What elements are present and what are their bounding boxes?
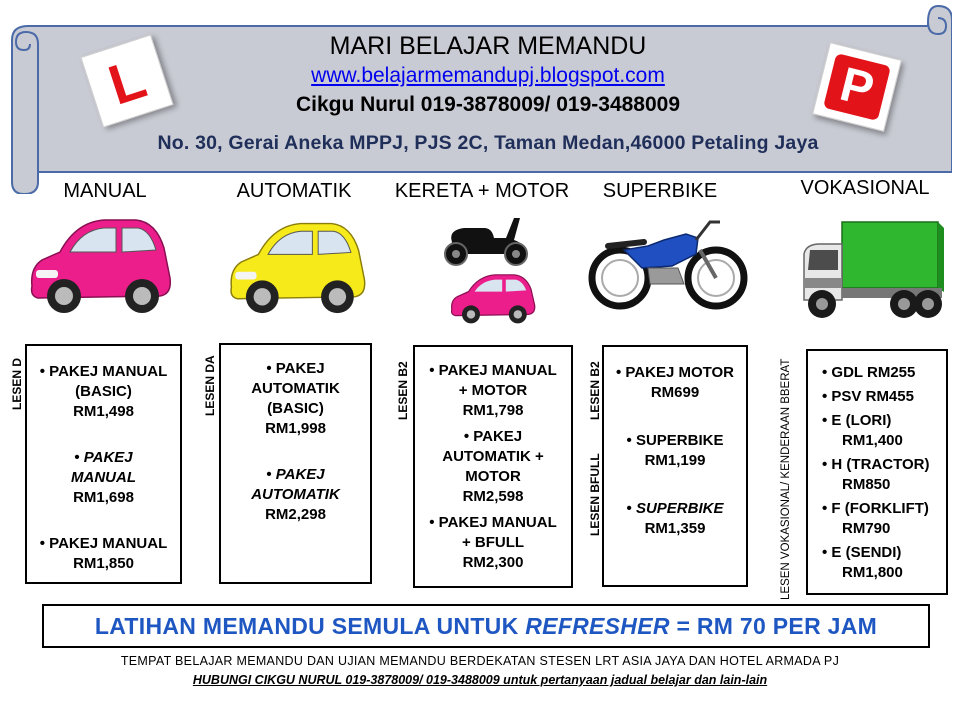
package-item: • PAKEJ AUTOMATIK (BASIC) RM1,998 <box>251 360 340 437</box>
package-item: • PAKEJ AUTOMATIK RM2,298 <box>251 466 340 523</box>
price-box-kereta-motor <box>413 345 573 588</box>
column-label-automatik: AUTOMATIK <box>236 180 352 202</box>
package-item: • PAKEJ MANUAL (BASIC) RM1,498 <box>39 363 168 420</box>
package-item: • PAKEJ MANUAL RM1,698 <box>71 449 136 506</box>
package-item: • F (FORKLIFT) RM790 <box>822 500 929 537</box>
licence-label-superbike-bfull: LESEN BFULL <box>588 453 602 536</box>
price-box-automatik <box>219 343 372 584</box>
package-item: • SUPERBIKE RM1,199 <box>626 432 724 469</box>
refresher-emphasis: REFRESHER <box>525 612 670 639</box>
package-item: • PAKEJ MANUAL RM1,850 <box>39 535 168 572</box>
price-box-vokasional <box>806 349 948 595</box>
licence-label-vokasional: LESEN VOKASIONAL/ KENDERAAN BBERAT <box>780 358 792 600</box>
package-item: • E (SENDI) RM1,800 <box>822 544 903 581</box>
small-pink-car-icon <box>444 270 540 324</box>
package-item: • E (LORI) RM1,400 <box>822 412 903 449</box>
footer-contact: HUBUNGI CIKGU NURUL 019-3878009/ 019-3488009 untuk pertanyaan jadual belajar dan lain-lain <box>192 673 768 687</box>
package-item: • PAKEJ MANUAL + BFULL RM2,300 <box>429 514 557 571</box>
header-banner <box>8 4 952 194</box>
price-box-manual <box>25 344 182 584</box>
refresher-banner <box>42 604 930 648</box>
footer-location: TEMPAT BELAJAR MEMANDU DAN UJIAN MEMANDU BERDEKATAN STESEN LRT ASIA JAYA DAN HOTEL ARMADA PJ <box>120 654 840 668</box>
yellow-car-icon <box>222 212 370 318</box>
package-item: • PAKEJ MOTOR RM699 <box>615 364 735 401</box>
motorcycle-icon <box>588 210 748 312</box>
blog-link[interactable]: www.belajarmemandupj.blogspot.com <box>311 64 665 87</box>
licence-label-automatik: LESEN DA <box>203 355 217 416</box>
licence-label-superbike-b2: LESEN B2 <box>588 361 602 420</box>
page-title: MARI BELAJAR MEMANDU <box>329 32 647 60</box>
package-item: • PSV RM455 <box>822 388 914 405</box>
column-label-vokasional: VOKASIONAL <box>800 177 930 199</box>
refresher-suffix: = RM 70 PER JAM <box>669 612 878 639</box>
refresher-prefix: LATIHAN MEMANDU SEMULA UNTUK <box>94 612 526 639</box>
licence-label-kereta-motor: LESEN B2 <box>396 361 410 420</box>
package-item: • SUPERBIKE RM1,359 <box>626 500 724 537</box>
address-line: No. 30, Gerai Aneka MPPJ, PJS 2C, Taman Medan,46000 Petaling Jaya <box>157 132 819 154</box>
column-label-superbike: SUPERBIKE <box>602 180 718 202</box>
truck-icon <box>798 218 944 322</box>
probation-plate-letter: P <box>823 53 891 121</box>
column-label-manual: MANUAL <box>63 180 147 202</box>
column-label-kereta-motor: KERETA + MOTOR <box>394 180 570 202</box>
package-item: • GDL RM255 <box>822 364 916 381</box>
package-item: • H (TRACTOR) RM850 <box>822 456 930 493</box>
contact-line: Cikgu Nurul 019-3878009/ 019-3488009 <box>295 93 681 116</box>
scooter-icon <box>434 212 534 268</box>
package-item: • PAKEJ MANUAL + MOTOR RM1,798 <box>429 362 557 419</box>
licence-label-manual: LESEN D <box>10 357 24 410</box>
package-item: • PAKEJ AUTOMATIK + MOTOR RM2,598 <box>442 428 544 505</box>
learner-plate-letter: L <box>92 46 163 117</box>
pink-car-icon <box>24 208 174 318</box>
price-box-superbike <box>602 345 748 587</box>
